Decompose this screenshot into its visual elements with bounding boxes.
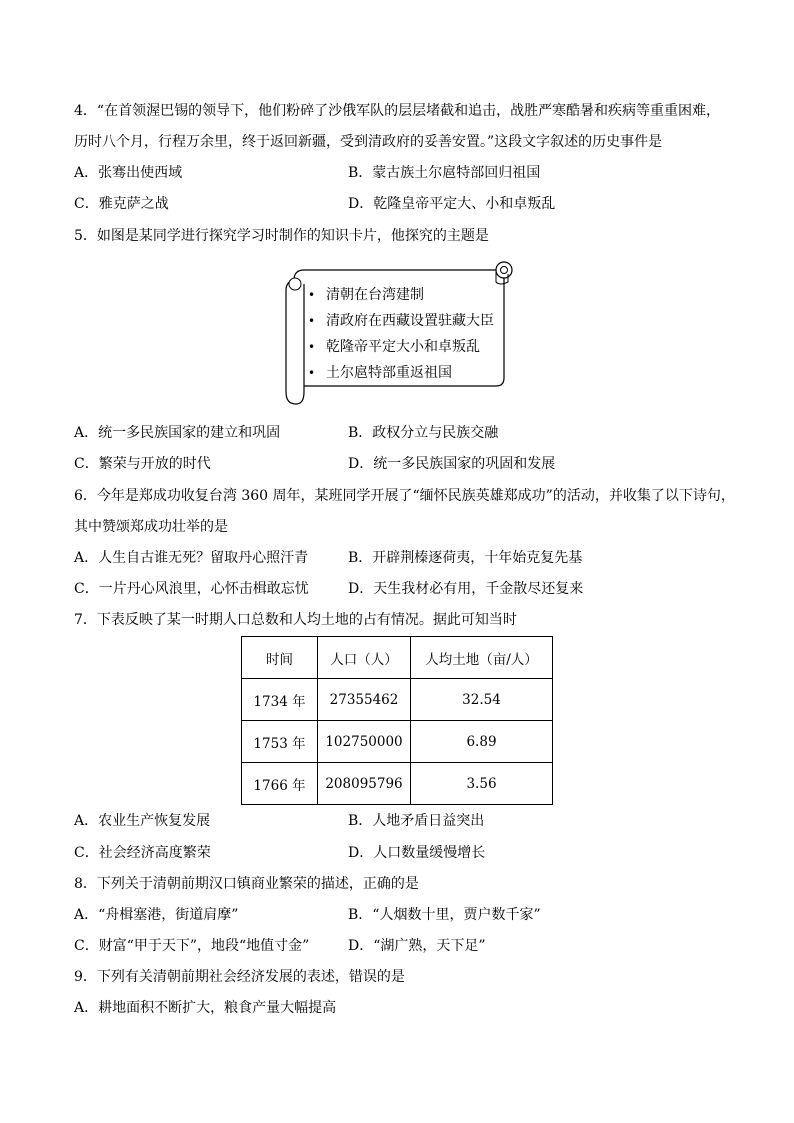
card-item	[308, 362, 504, 388]
q8-option-c[interactable]: C．财富“甲于天下”，地段“地值寸金”	[74, 938, 310, 954]
q6-option-b[interactable]: B．开辟荆榛逐荷夷，十年始克复先基	[348, 550, 583, 566]
card-item-text: 土尔扈特部重返祖国	[326, 365, 452, 381]
q8-stem: 8．下列关于清朝前期汉口镇商业繁荣的描述，正确的是	[74, 876, 419, 892]
q5-stem: 5．如图是某同学进行探究学习时制作的知识卡片，他探究的主题是	[74, 228, 489, 244]
table-cell: 6.89	[411, 721, 553, 763]
q5-option-d[interactable]: D．统一多民族国家的巩固和发展	[348, 456, 556, 472]
q6-option-a[interactable]: A．人生自古谁无死？留取丹心照汗青	[74, 550, 309, 566]
card-item-text: 清朝在台湾建制	[326, 287, 424, 303]
table-cell: 208095796	[318, 763, 411, 805]
table-cell: 1766 年	[242, 763, 318, 805]
bullet-icon: •	[308, 288, 316, 302]
card-item-text: 清政府在西藏设置驻藏大臣	[326, 313, 494, 329]
q6-stem-line1: 6．今年是郑成功收复台湾 360 周年，某班同学开展了“缅怀民族英雄郑成功”的活动，并收集了以下诗句，	[74, 488, 735, 504]
knowledge-card-scroll	[282, 260, 514, 406]
q6-option-c[interactable]: C．一片丹心风浪里，心怀击楫敢忘忧	[74, 581, 309, 597]
table-cell: 32.54	[411, 679, 553, 721]
q5-option-a[interactable]: A．统一多民族国家的建立和巩固	[74, 425, 281, 441]
card-item	[308, 336, 504, 362]
table-row	[242, 679, 553, 721]
bullet-icon: •	[308, 366, 316, 380]
table-header-row	[242, 637, 553, 679]
q7-option-b[interactable]: B．人地矛盾日益突出	[348, 813, 485, 829]
q6-option-d[interactable]: D．天生我材必有用，千金散尽还复来	[348, 581, 584, 597]
table-row	[242, 763, 553, 805]
bullet-icon: •	[308, 340, 316, 354]
table-cell: 1734 年	[242, 679, 318, 721]
bullet-icon: •	[308, 314, 316, 328]
table-row	[242, 721, 553, 763]
header-time: 时间	[242, 637, 318, 679]
q4-option-b[interactable]: B．蒙古族土尔扈特部回归祖国	[348, 165, 541, 181]
q6-stem-line2: 其中赞颂郑成功壮举的是	[74, 519, 228, 535]
q4-option-d[interactable]: D．乾隆皇帝平定大、小和卓叛乱	[348, 196, 556, 212]
population-land-table	[241, 636, 553, 805]
q4-stem-line1: 4．“在首领渥巴锡的领导下，他们粉碎了沙俄军队的层层堵截和追击，战胜严寒酷暑和疾病等重重困难，	[74, 103, 721, 119]
table-cell: 27355462	[318, 679, 411, 721]
q5-option-c[interactable]: C．繁荣与开放的时代	[74, 456, 211, 472]
q7-option-a[interactable]: A．农业生产恢复发展	[74, 813, 211, 829]
card-item-text: 乾隆帝平定大小和卓叛乱	[326, 339, 480, 355]
table-cell: 102750000	[318, 721, 411, 763]
q4-option-c[interactable]: C．雅克萨之战	[74, 196, 169, 212]
q5-option-b[interactable]: B．政权分立与民族交融	[348, 425, 499, 441]
header-land-per-capita: 人均土地（亩/人）	[411, 637, 553, 679]
q9-stem: 9．下列有关清朝前期社会经济发展的表述，错误的是	[74, 969, 405, 985]
q7-option-c[interactable]: C．社会经济高度繁荣	[74, 845, 211, 861]
card-item	[308, 284, 504, 310]
card-item	[308, 310, 504, 336]
q9-option-a[interactable]: A．耕地面积不断扩大，粮食产量大幅提高	[74, 1000, 337, 1016]
table-cell: 3.56	[411, 763, 553, 805]
q8-option-b[interactable]: B．“人烟数十里，贾户数千家”	[348, 907, 541, 923]
q8-option-d[interactable]: D．“湖广熟，天下足”	[348, 938, 486, 954]
q8-option-a[interactable]: A．“舟楫塞港，街道肩摩”	[74, 907, 239, 923]
header-population: 人口（人）	[318, 637, 411, 679]
table-cell: 1753 年	[242, 721, 318, 763]
q4-stem-line2: 历时八个月，行程万余里，终于返回新疆，受到清政府的妥善安置。”这段文字叙述的历史事件是	[74, 134, 663, 150]
q7-option-d[interactable]: D．人口数量缓慢增长	[348, 845, 486, 861]
card-item-list	[308, 284, 504, 388]
q7-stem: 7．下表反映了某一时期人口总数和人均土地的占有情况。据此可知当时	[74, 612, 517, 628]
q4-option-a[interactable]: A．张骞出使西域	[74, 165, 183, 181]
